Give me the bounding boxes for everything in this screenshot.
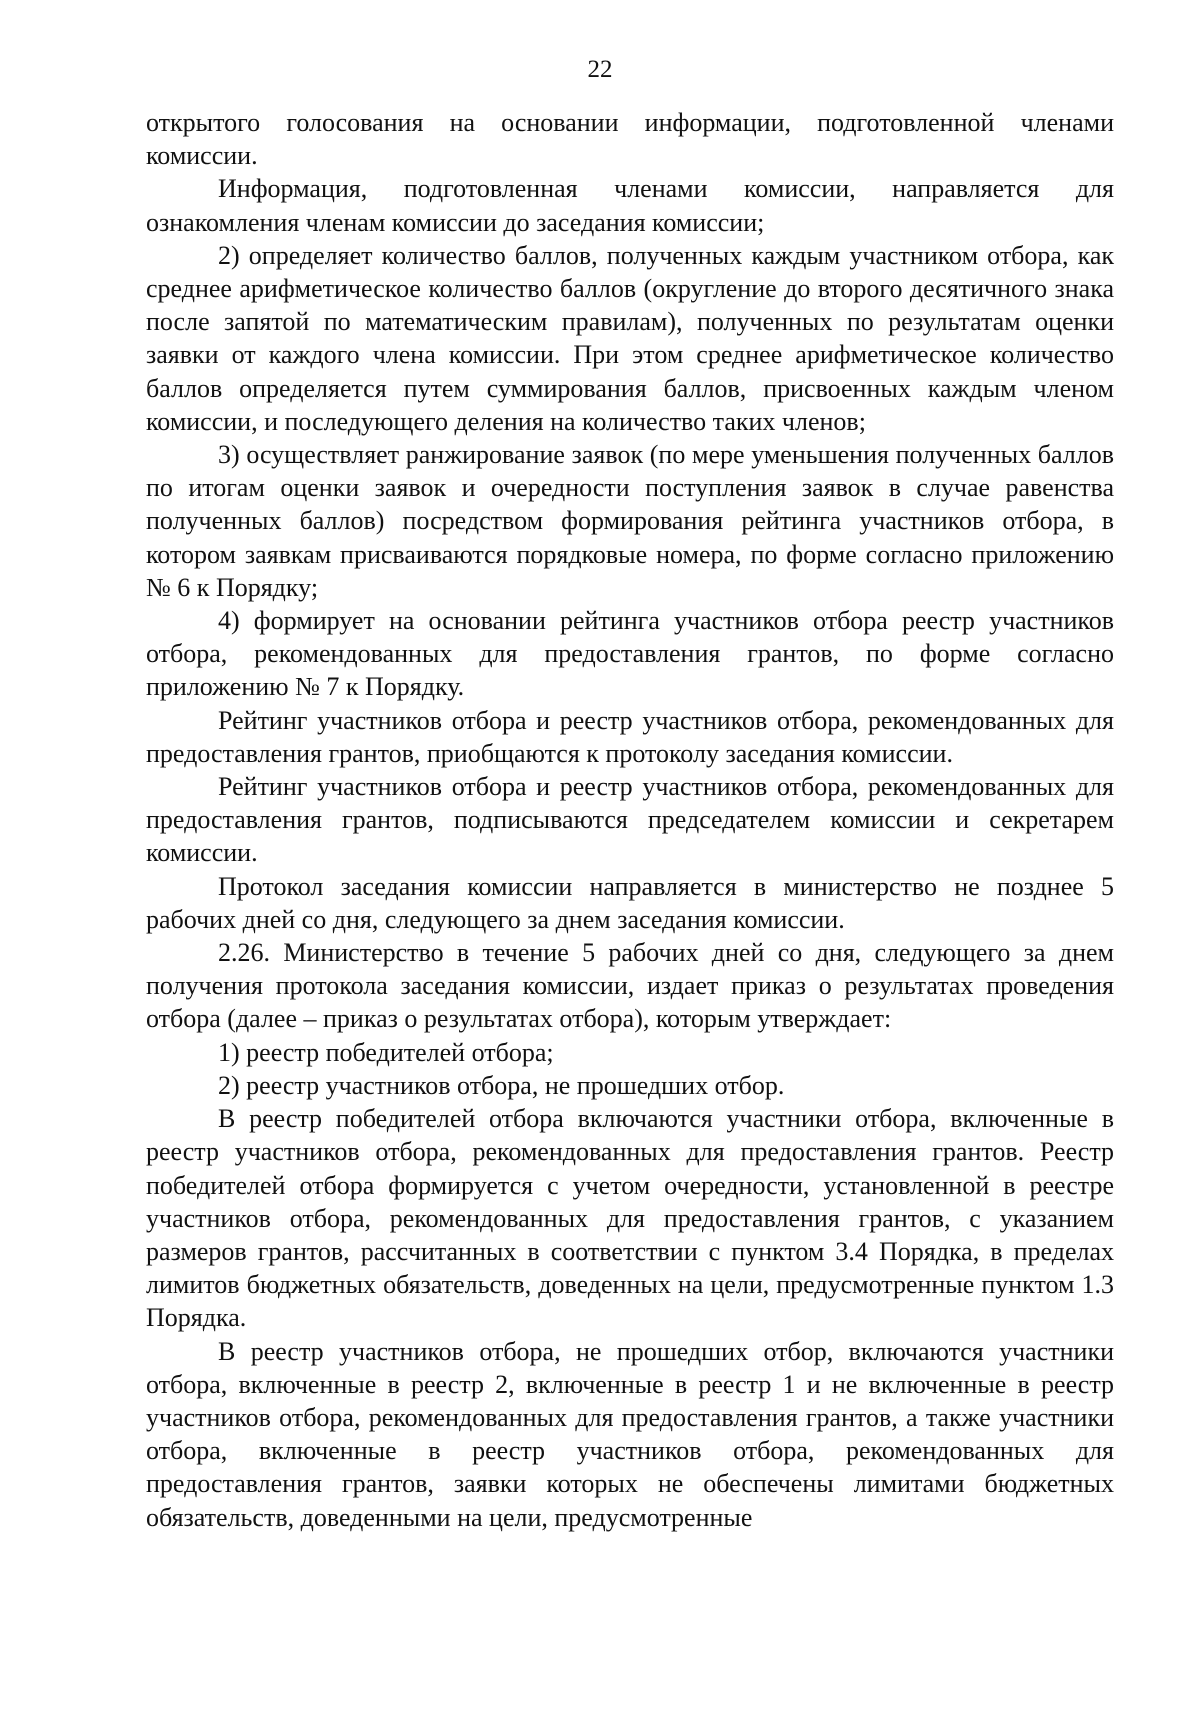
paragraph-section-2-26: 2.26. Министерство в течение 5 рабочих дней со дня, следующего за днем получения протокола заседания комиссии, издает приказ о результатах проведения отбора (далее – приказ о результатах отбора), которым утверждает: (146, 938, 1114, 1034)
paragraph-information: Информация, подготовленная членами комиссии, направляется для ознакомления членам комиссии до заседания комиссии; (146, 174, 1114, 237)
paragraph-rating-signed: Рейтинг участников отбора и реестр участников отбора, рекомендованных для предоставления грантов, подписываются председателем комиссии и секретарем комиссии. (146, 772, 1114, 868)
paragraph-item-3: 3) осуществляет ранжирование заявок (по мере уменьшения полученных баллов по итогам оценки заявок и очередности поступления заявок в случае равенства полученных баллов) посредством формирования рейтинга участников отбора, в котором заявкам присваиваются порядковые номера, по форме согласно приложению № 6 к Порядку; (146, 440, 1114, 602)
paragraph-not-passed-registry: В реестр участников отбора, не прошедших отбор, включаются участники отбора, включенные в реестр 2, включенные в реестр 1 и не включенные в реестр участников отбора, рекомендованных для предоставления грантов, а также участники отбора, включенные в реестр участников отбора, рекомендованных для предоставления грантов, заявки которых не обеспечены лимитами бюджетных обязательств, доведенными на цели, предусмотренные (146, 1336, 1114, 1532)
document-body (146, 106, 1114, 1534)
paragraph-rating-attached: Рейтинг участников отбора и реестр участников отбора, рекомендованных для предоставления грантов, приобщаются к протоколу заседания комиссии. (146, 705, 1114, 768)
list-item-1: 1) реестр победителей отбора; (218, 1037, 554, 1067)
paragraph-item-2: 2) определяет количество баллов, полученных каждым участником отбора, как среднее арифметическое количество баллов (округление до второго десятичного знака после запятой по математическим правилам), полученных по результатам оценки заявки от каждого члена комиссии. При этом среднее арифметическое количество баллов определяется путем суммирования баллов, присвоенных каждым членом комиссии, и последующего деления на количество таких членов; (146, 240, 1114, 436)
list-item-2: 2) реестр участников отбора, не прошедших отбор. (218, 1070, 785, 1100)
paragraph-winners-registry: В реестр победителей отбора включаются участники отбора, включенные в реестр участников отбора, рекомендованных для предоставления грантов. Реестр победителей отбора формируется с учетом очередности, установленной в реестре участников отбора, рекомендованных для предоставления грантов, с указанием размеров грантов, рассчитанных в соответствии с пунктом 3.4 Порядка, в пределах лимитов бюджетных обязательств, доведенных на цели, предусмотренные пунктом 1.3 Порядка. (146, 1104, 1114, 1333)
paragraph-item-4: 4) формирует на основании рейтинга участников отбора реестр участников отбора, рекомендованных для предоставления грантов, по форме согласно приложению № 7 к Порядку. (146, 606, 1114, 702)
paragraph-continuation: открытого голосования на основании информации, подготовленной членами комиссии. (146, 108, 1114, 171)
paragraph-protocol: Протокол заседания комиссии направляется в министерство не позднее 5 рабочих дней со дня, следующего за днем заседания комиссии. (146, 871, 1114, 934)
page-number: 22 (587, 56, 613, 83)
